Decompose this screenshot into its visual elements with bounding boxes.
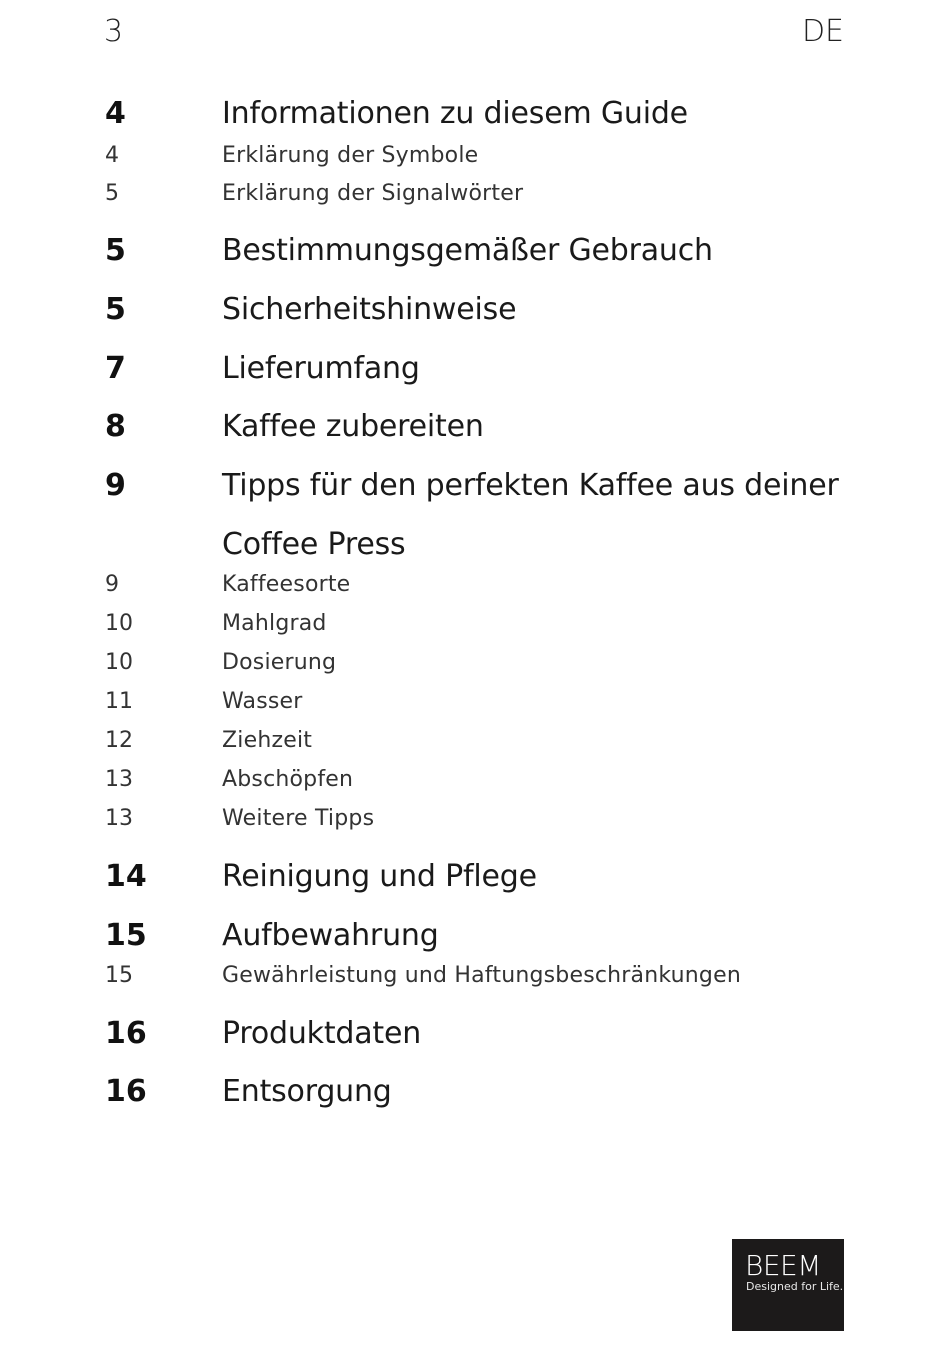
toc-page-number: 12 [105,728,133,753]
toc-title: Produktdaten [222,1016,422,1051]
toc-title: Reinigung und Pflege [222,859,537,894]
toc-page-number: 4 [105,143,119,168]
toc-page-number: 8 [105,409,126,444]
toc-page-number: 14 [105,859,147,894]
toc-title: Gewährleistung und Haftungsbeschränkungen [222,963,741,988]
toc-title: Abschöpfen [222,767,354,792]
page-number: 3 [104,14,124,49]
toc-page-number: 11 [105,689,133,714]
toc-page-number: 5 [105,292,126,327]
toc-title: Coffee Press [222,527,406,562]
toc-title: Mahlgrad [222,611,327,636]
toc-page-number: 10 [105,650,133,675]
beem-logo [732,1239,844,1331]
toc-page-number: 4 [105,96,126,131]
toc-title: Aufbewahrung [222,918,439,953]
toc-title: Kaffeesorte [222,572,351,597]
toc-title: Erklärung der Symbole [222,143,479,168]
toc-page-number: 7 [105,351,126,386]
toc-page-number: 13 [105,767,133,792]
toc-title: Bestimmungsgemäßer Gebrauch [222,233,713,268]
toc-title: Sicherheitshinweise [222,292,517,327]
toc-title: Wasser [222,689,303,714]
toc-title: Entsorgung [222,1074,392,1109]
toc-page-number: 9 [105,468,126,503]
toc-page-number: 15 [105,963,133,988]
toc-page-number: 9 [105,572,119,597]
toc-page-number: 10 [105,611,133,636]
toc-page-number: 13 [105,806,133,831]
toc-title: Kaffee zubereiten [222,409,484,444]
toc-page-number: 16 [105,1016,147,1051]
language-code: DE [801,14,844,49]
toc-title: Erklärung der Signalwörter [222,181,524,206]
toc-title: Ziehzeit [222,728,313,753]
toc-title: Dosierung [222,650,337,675]
toc-page-number: 16 [105,1074,147,1109]
toc-page-number: 5 [105,233,126,268]
toc-title: Lieferumfang [222,351,420,386]
toc-page-number: 15 [105,918,147,953]
logo-brand: BEEM [745,1249,821,1282]
toc-title: Weitere Tipps [222,806,375,831]
toc-title: Informationen zu diesem Guide [222,96,688,131]
toc-title: Tipps für den perfekten Kaffee aus deiner [222,468,839,503]
toc-page-number: 5 [105,181,119,206]
logo-tagline: Designed for Life. [746,1280,844,1293]
